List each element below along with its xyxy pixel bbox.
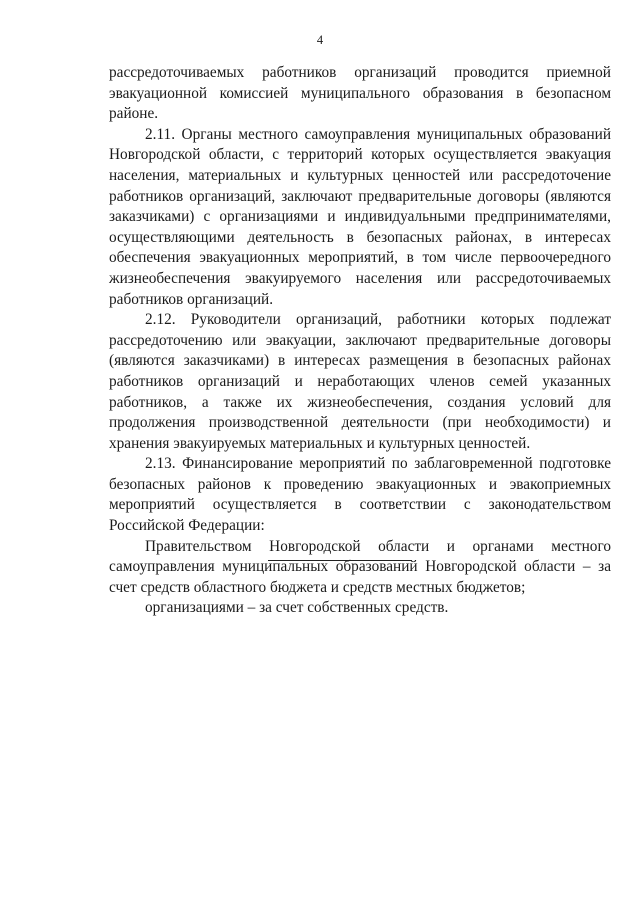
page-number: 4 — [316, 33, 324, 47]
paragraph-2-12: 2.12. Руководители организаций, работники которых подлежат рассредоточению или эвакуации, заключают предварительные договоры (являются заказчиками) в интересах размещения в безопасных районах работников организаций и неработающих членов семей указанных работников, а также их жизнеобеспечения, создания условий для продолжения производственной деятельности (при необходимости) и хранения эвакуируемых материальных и культурных ценностей. — [109, 311, 611, 452]
paragraph-continuation: рассредоточиваемых работников организаций проводится приемной эвакуационной комиссией муниципального образования в безопасном районе. — [109, 64, 611, 123]
paragraph-2-13: 2.13. Финансирование мероприятий по заблаговременной подготовке безопасных районов к проведению эвакуационных и эвакоприемных мероприятий осуществляется в соответствии с законодательством Российской Федерации: — [109, 455, 611, 535]
end-of-document-divider — [268, 560, 412, 561]
paragraph-2-11: 2.11. Органы местного самоуправления муниципальных образований Новгородской области, с территорий которых осуществляется эвакуация населения, материальных и культурных ценностей или рассредоточение работников организаций, заключают предварительные договоры (являются заказчиками) с организациями и индивидуальными предпринимателями, осуществляющими деятельность в безопасных районах, в интересах обеспечения эвакуационных мероприятий, в том числе первоочередного жизнеобеспечения эвакуируемого населения или рассредоточиваемых работников организаций. — [109, 125, 611, 308]
paragraph-organizations-funding: организациями – за счет собственных средств. — [145, 599, 449, 617]
document-body — [109, 63, 611, 619]
paragraph-government-funding: Правительством Новгородской области и органами местного самоуправления муниципальных образований Новгородской области – за счет средств областного бюджета и средств местных бюджетов; — [109, 537, 611, 596]
